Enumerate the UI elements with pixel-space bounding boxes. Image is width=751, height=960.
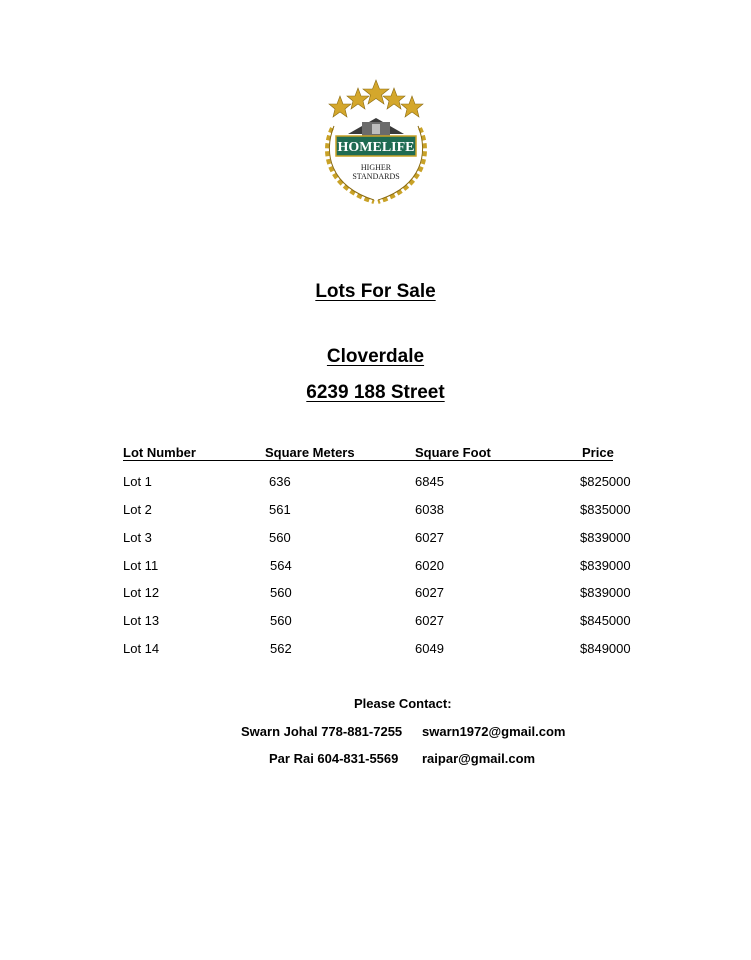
cell-sqm: 560: [270, 585, 292, 600]
cell-price: $839000: [580, 558, 631, 573]
cell-price: $839000: [580, 530, 631, 545]
cell-price: $839000: [580, 585, 631, 600]
cell-sqft: 6027: [415, 530, 444, 545]
cell-sqm: 561: [269, 502, 291, 517]
cell-price: $825000: [580, 474, 631, 489]
stars-icon: [329, 80, 423, 117]
column-header-lot: Lot Number: [123, 445, 196, 460]
svg-text:HOMELIFE: HOMELIFE: [337, 140, 415, 155]
column-header-sqm: Square Meters: [265, 445, 355, 460]
cell-lot: Lot 2: [123, 502, 152, 517]
svg-text:STANDARDS: STANDARDS: [352, 172, 400, 181]
cell-sqm: 560: [270, 613, 292, 628]
cell-lot: Lot 12: [123, 585, 160, 600]
cell-sqft: 6038: [415, 502, 444, 517]
contact-label: Please Contact:: [354, 696, 452, 711]
cell-lot: Lot 14: [123, 641, 160, 656]
cell-sqft: 6020: [415, 558, 444, 573]
cell-lot: Lot 13: [123, 613, 160, 628]
contact-name-phone: Swarn Johal 778-881-7255: [241, 724, 403, 739]
address-title: 6239 188 Street: [306, 382, 445, 403]
cell-sqm: 560: [269, 530, 291, 545]
contact-name-phone: Par Rai 604-831-5569: [269, 751, 399, 766]
contact-email[interactable]: swarn1972@gmail.com: [422, 724, 566, 739]
column-header-price: Price: [582, 445, 614, 460]
cell-price: $845000: [580, 613, 631, 628]
cell-lot: Lot 1: [123, 474, 152, 489]
cell-price: $835000: [580, 502, 631, 517]
page-title: Lots For Sale: [315, 281, 436, 302]
cell-lot: Lot 3: [123, 530, 152, 545]
header-underline: [123, 460, 613, 461]
cell-sqft: 6845: [415, 474, 444, 489]
column-header-sqft: Square Foot: [415, 445, 491, 460]
cell-sqft: 6027: [415, 613, 444, 628]
homelife-logo: [318, 78, 434, 208]
cell-sqm: 562: [270, 641, 292, 656]
area-title: Cloverdale: [326, 346, 425, 367]
cell-lot: Lot 11: [123, 558, 159, 573]
cell-sqft: 6027: [415, 585, 444, 600]
cell-sqm: 564: [270, 558, 292, 573]
cell-price: $849000: [580, 641, 631, 656]
svg-text:HIGHER: HIGHER: [360, 163, 392, 172]
house-icon: [348, 118, 404, 136]
contact-email[interactable]: raipar@gmail.com: [422, 751, 536, 766]
cell-sqm: 636: [269, 474, 291, 489]
cell-sqft: 6049: [415, 641, 444, 656]
